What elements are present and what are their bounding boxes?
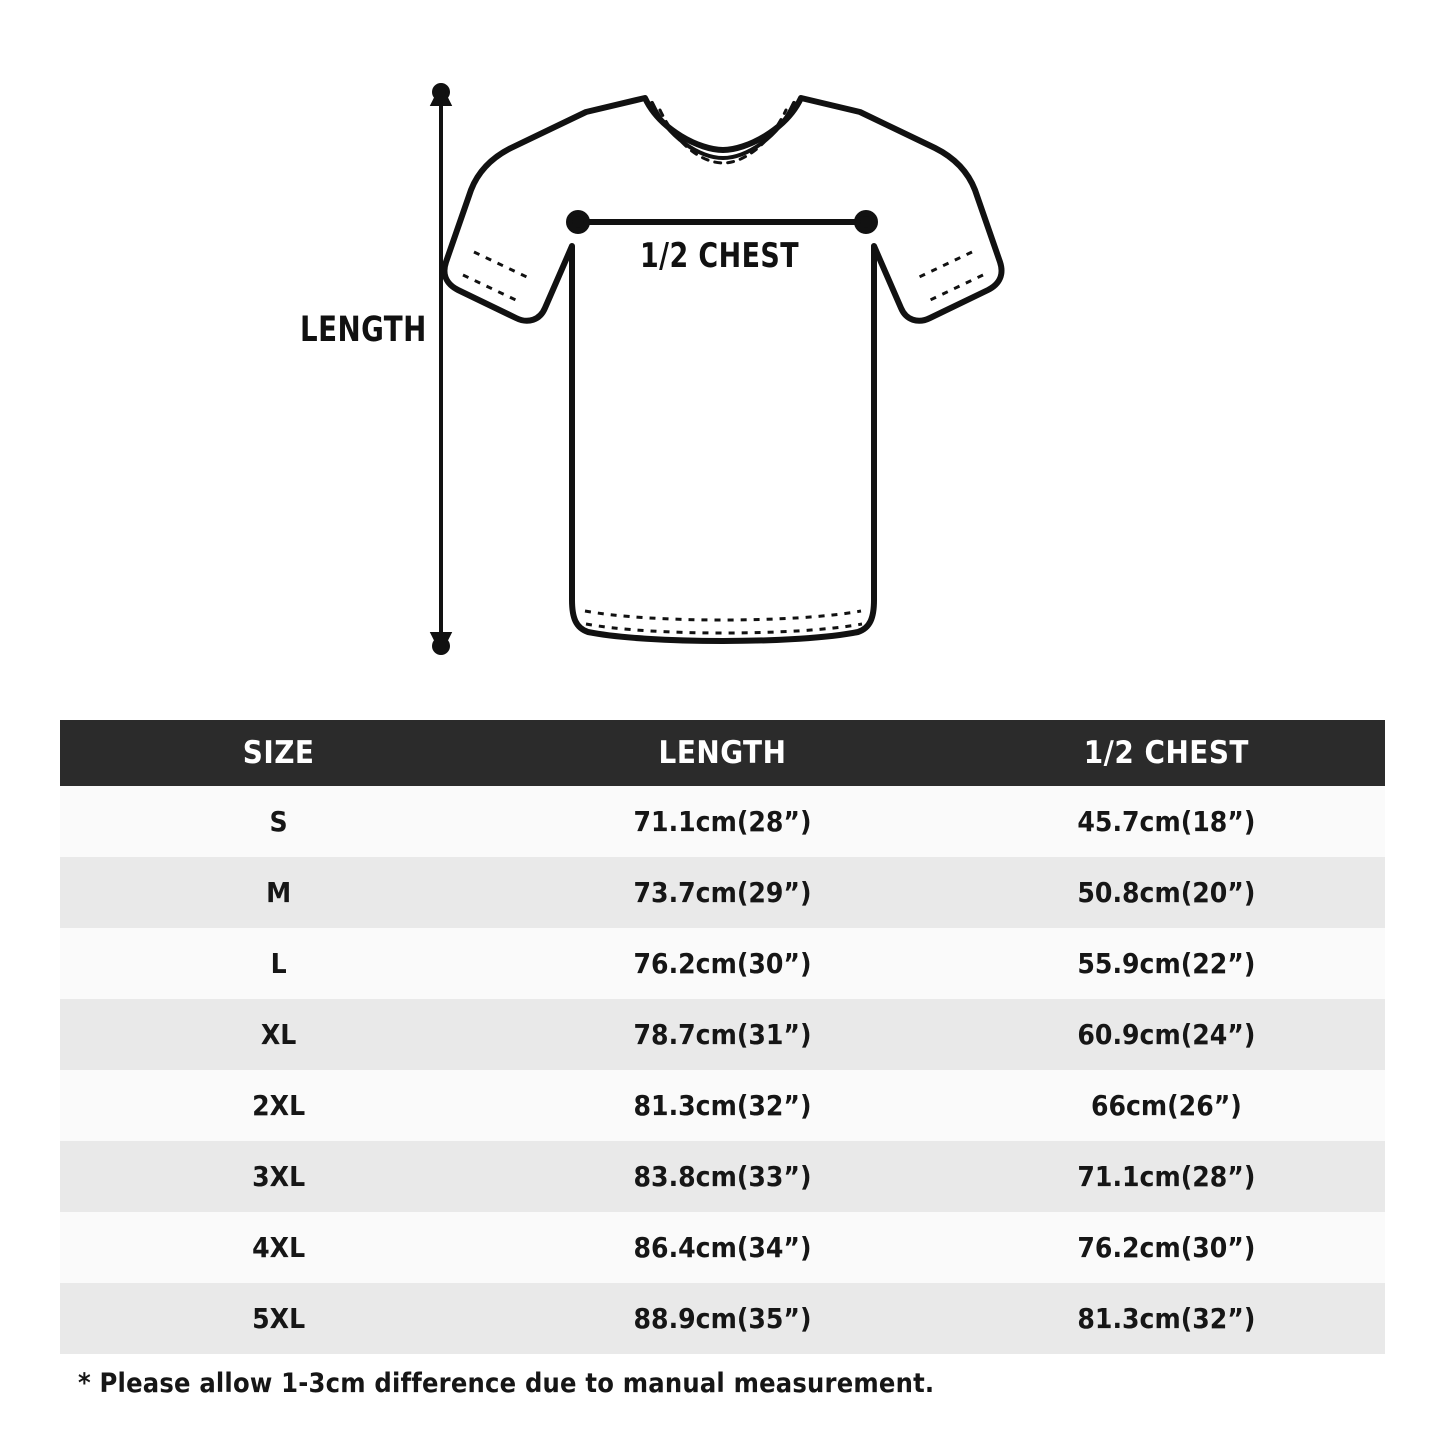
table-body: [60, 786, 1385, 1354]
cell-chest: 71.1cm(28”): [948, 1141, 1385, 1212]
cell-chest: 45.7cm(18”): [948, 786, 1385, 857]
table-row: [60, 1141, 1385, 1212]
cell-length: 81.3cm(32”): [497, 1070, 948, 1141]
cell-size: 2XL: [60, 1070, 497, 1141]
cell-length: 83.8cm(33”): [497, 1141, 948, 1212]
cell-length: 76.2cm(30”): [497, 928, 948, 999]
tshirt-illustration: [0, 0, 1445, 690]
cell-chest: 81.3cm(32”): [948, 1283, 1385, 1354]
size-table: [60, 720, 1385, 1354]
table-row: [60, 1070, 1385, 1141]
cell-size: M: [60, 857, 497, 928]
measurement-diagram: [0, 0, 1445, 690]
cell-length: 71.1cm(28”): [497, 786, 948, 857]
cell-size: 4XL: [60, 1212, 497, 1283]
size-table-container: [60, 720, 1385, 1354]
length-arrow: [433, 85, 449, 653]
cell-chest: 60.9cm(24”): [948, 999, 1385, 1070]
table-row: [60, 857, 1385, 928]
cell-length: 78.7cm(31”): [497, 999, 948, 1070]
header-length: LENGTH: [497, 720, 948, 786]
cell-chest: 55.9cm(22”): [948, 928, 1385, 999]
table-row: [60, 1283, 1385, 1354]
table-row: [60, 786, 1385, 857]
table-row: [60, 928, 1385, 999]
table-row: [60, 1212, 1385, 1283]
cell-size: S: [60, 786, 497, 857]
table-row: [60, 999, 1385, 1070]
table-header-row: [60, 720, 1385, 786]
cell-size: XL: [60, 999, 497, 1070]
cell-chest: 50.8cm(20”): [948, 857, 1385, 928]
cell-length: 88.9cm(35”): [497, 1283, 948, 1354]
cell-length: 73.7cm(29”): [497, 857, 948, 928]
cell-length: 86.4cm(34”): [497, 1212, 948, 1283]
cell-chest: 76.2cm(30”): [948, 1212, 1385, 1283]
measurement-note: * Please allow 1-3cm difference due to manual measurement.: [78, 1368, 935, 1399]
cell-size: 5XL: [60, 1283, 497, 1354]
table-header: [60, 720, 1385, 786]
chest-measure-label: 1/2 CHEST: [640, 236, 800, 276]
cell-size: L: [60, 928, 497, 999]
cell-size: 3XL: [60, 1141, 497, 1212]
length-measure-label: LENGTH: [300, 310, 427, 350]
cell-chest: 66cm(26”): [948, 1070, 1385, 1141]
header-chest: 1/2 CHEST: [948, 720, 1385, 786]
header-size: SIZE: [60, 720, 497, 786]
